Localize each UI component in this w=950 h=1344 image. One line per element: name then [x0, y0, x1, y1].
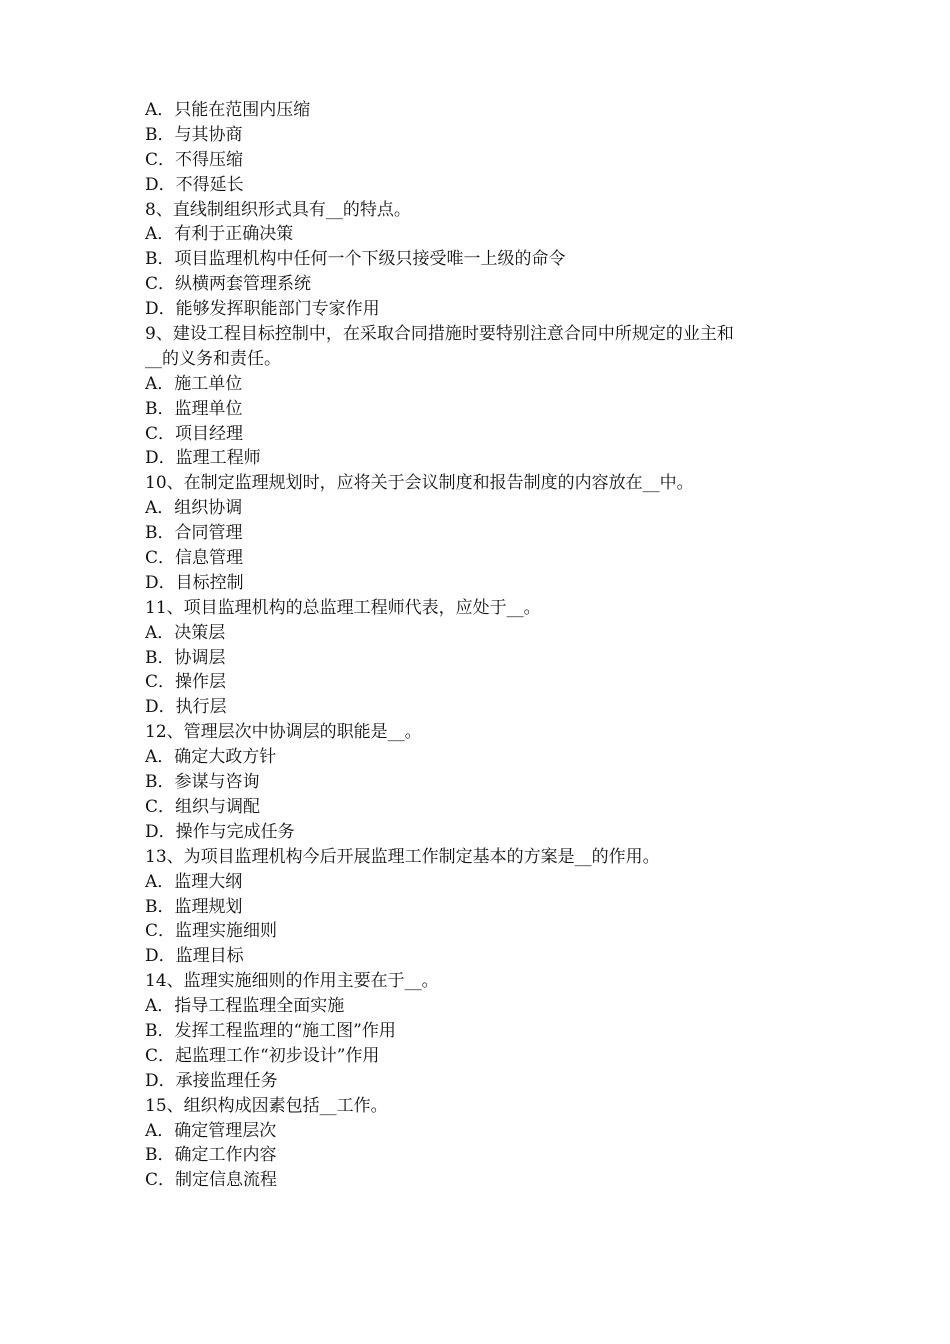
question-8: 8、直线制组织形式具有__的特点。: [145, 199, 411, 220]
question-13: 13、为项目监理机构今后开展监理工作制定基本的方案是__的作用。: [145, 846, 660, 867]
text-line: B．协调层: [145, 647, 226, 668]
text-line: D．监理工程师: [145, 448, 261, 469]
question-9: 9、建设工程目标控制中，在采取合同措施时要特别注意合同中所规定的业主和: [145, 324, 734, 345]
text-line: D．目标控制: [145, 572, 244, 593]
text-line: B．合同管理: [145, 523, 243, 544]
text-line: C．起监理工作“初步设计”作用: [145, 1045, 380, 1066]
text-line: A．有利于正确决策: [145, 224, 294, 245]
text-line: D．监理目标: [145, 946, 244, 967]
text-line: D．承接监理任务: [145, 1070, 278, 1091]
text-line: A．决策层: [145, 622, 226, 643]
question-12: 12、管理层次中协调层的职能是__。: [145, 722, 422, 743]
text-line: D．执行层: [145, 697, 227, 718]
text-line: B．与其协商: [145, 124, 243, 145]
text-line: A．确定大政方针: [145, 747, 277, 768]
document-body: [145, 98, 825, 1193]
text-line: A．监理大纲: [145, 871, 243, 892]
text-line: B．监理规划: [145, 896, 243, 917]
text-line: C．组织与调配: [145, 796, 261, 817]
text-line: D．不得延长: [145, 174, 244, 195]
text-line: C．制定信息流程: [145, 1170, 278, 1191]
text-line: B．项目监理机构中任何一个下级只接受唯一上级的命令: [145, 249, 566, 270]
question-11: 11、项目监理机构的总监理工程师代表，应处于__。: [145, 597, 541, 618]
text-line: C．信息管理: [145, 548, 244, 569]
question-10: 10、在制定监理规划时，应将关于会议制度和报告制度的内容放在__中。: [145, 473, 694, 494]
text-line: C．纵横两套管理系统: [145, 274, 312, 295]
text-line: A．确定管理层次: [145, 1120, 277, 1141]
text-line: A．只能在范围内压缩: [145, 100, 311, 120]
question-15: 15、组织构成因素包括__工作。: [145, 1095, 388, 1116]
text-line: C．监理实施细则: [145, 921, 278, 942]
text-line: D．操作与完成任务: [145, 821, 295, 842]
text-line: B．参谋与咨询: [145, 772, 260, 793]
text-line: B．发挥工程监理的“施工图”作用: [145, 1020, 396, 1041]
text-line: A．组织协调: [145, 498, 243, 519]
question-9-continued: __的义务和责任。: [145, 348, 281, 369]
text-line: B．确定工作内容: [145, 1145, 277, 1166]
text-line: D．能够发挥职能部门专家作用: [145, 299, 380, 320]
text-line: B．监理单位: [145, 398, 243, 419]
text-line: A．施工单位: [145, 373, 243, 394]
question-14: 14、监理实施细则的作用主要在于__。: [145, 971, 439, 992]
text-line: C．操作层: [145, 672, 227, 693]
text-line: C．项目经理: [145, 423, 244, 444]
text-line: A．指导工程监理全面实施: [145, 996, 345, 1017]
text-line: C．不得压缩: [145, 149, 244, 170]
